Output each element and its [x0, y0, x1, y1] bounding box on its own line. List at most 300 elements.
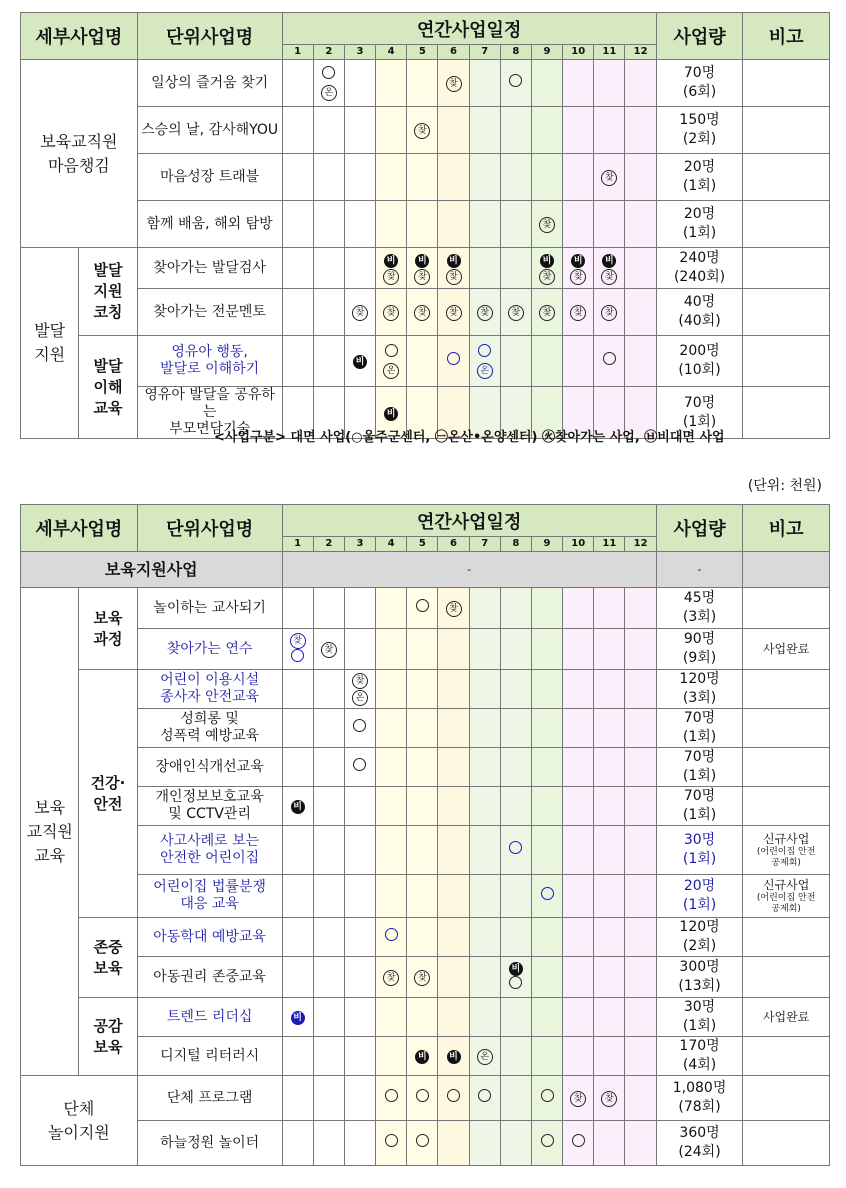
month-cell-4: [376, 1076, 407, 1121]
month-cell-5: [407, 826, 438, 875]
table-row: [21, 1037, 830, 1076]
face-to-face-onsan-icon: 온: [321, 85, 337, 101]
month-cell-10: [563, 826, 594, 875]
unit-project-name: 영유아 발달을 공유하는 부모면담기술: [137, 387, 282, 439]
month-cell-5: [407, 998, 438, 1037]
visiting-program-icon: 찾: [477, 305, 493, 321]
header-month-8: 8: [500, 45, 531, 60]
face-to-face-main-icon: [541, 887, 554, 900]
month-cell-1: [282, 709, 313, 748]
header-month-7: 7: [469, 537, 500, 552]
face-to-face-main-icon: [447, 352, 460, 365]
face-to-face-main-icon: [509, 841, 522, 854]
month-cell-12: [625, 60, 656, 107]
month-cell-1: [282, 875, 313, 918]
month-cell-3: [344, 957, 375, 998]
remarks-cell: [743, 1037, 830, 1076]
amount-cell: 1,080명 (78회): [656, 1076, 743, 1121]
month-cell-7: [469, 107, 500, 154]
month-cell-4: [376, 1037, 407, 1076]
detail-project-name: 발달 지원: [21, 248, 79, 439]
amount-cell: 70명 (1회): [656, 709, 743, 748]
month-cell-12: [625, 1037, 656, 1076]
remarks-cell: [743, 787, 830, 826]
table-row: [21, 1076, 830, 1121]
visiting-program-icon: 찾: [352, 305, 368, 321]
header-amount: 사업량: [656, 505, 743, 552]
month-cell-8: [500, 918, 531, 957]
month-cell-9: [531, 629, 562, 670]
month-cell-10: [563, 1076, 594, 1121]
face-to-face-main-icon: [353, 758, 366, 771]
month-cell-8: [500, 154, 531, 201]
month-cell-7: [469, 875, 500, 918]
month-cell-4: [376, 1121, 407, 1166]
month-cell-10: [563, 1121, 594, 1166]
header-month-2: 2: [313, 537, 344, 552]
month-cell-1: [282, 826, 313, 875]
month-cell-10: [563, 787, 594, 826]
month-cell-12: [625, 709, 656, 748]
visiting-program-icon: 찾: [290, 633, 306, 649]
non-face-to-face-icon: 비: [602, 254, 616, 268]
remarks-cell: 사업완료: [743, 629, 830, 670]
month-cell-8: [500, 107, 531, 154]
month-cell-12: [625, 289, 656, 336]
face-to-face-onsan-icon: 온: [477, 1049, 493, 1065]
amount-cell: 20명 (1회): [656, 875, 743, 918]
month-cell-1: [282, 670, 313, 709]
table-row: [21, 107, 830, 154]
amount-cell: 360명 (24회): [656, 1121, 743, 1166]
month-cell-3: [344, 1037, 375, 1076]
month-cell-10: [563, 588, 594, 629]
schedule-table-2: [20, 504, 830, 1166]
remarks-cell: [743, 336, 830, 387]
month-cell-1: [282, 154, 313, 201]
month-cell-12: [625, 748, 656, 787]
unit-project-name: 어린이집 법률분쟁 대응 교육: [137, 875, 282, 918]
table-row: [21, 998, 830, 1037]
schedule-table-1: [20, 12, 830, 439]
table-row: [21, 60, 830, 107]
sub-category-name: 보육 과정: [79, 588, 137, 670]
visiting-program-icon: 찾: [414, 269, 430, 285]
remarks-cell: [743, 107, 830, 154]
table-row: [21, 670, 830, 709]
month-cell-8: [500, 201, 531, 248]
header-annual-schedule: 연간사업일정: [282, 13, 656, 45]
month-cell-6: [438, 107, 469, 154]
face-to-face-onsan-icon: 온: [383, 363, 399, 379]
month-cell-6: [438, 957, 469, 998]
face-to-face-main-icon: [541, 1089, 554, 1102]
month-cell-3: [344, 826, 375, 875]
month-cell-11: [594, 154, 625, 201]
month-cell-10: [563, 998, 594, 1037]
month-cell-2: [313, 670, 344, 709]
visiting-program-icon: 찾: [601, 170, 617, 186]
amount-cell: 70명 (1회): [656, 787, 743, 826]
month-cell-3: [344, 154, 375, 201]
unit-project-name: 하늘정원 놀이터: [137, 1121, 282, 1166]
month-cell-10: [563, 918, 594, 957]
month-cell-12: [625, 918, 656, 957]
month-cell-10: [563, 248, 594, 289]
face-to-face-main-icon: [509, 976, 522, 989]
month-cell-11: [594, 918, 625, 957]
header-month-10: 10: [563, 45, 594, 60]
unit-project-name: 찾아가는 발달검사: [137, 248, 282, 289]
month-cell-11: [594, 60, 625, 107]
month-cell-6: [438, 1076, 469, 1121]
unit-project-name: 놀이하는 교사되기: [137, 588, 282, 629]
month-cell-11: [594, 787, 625, 826]
band-row: [21, 552, 830, 588]
month-cell-9: [531, 201, 562, 248]
month-cell-1: [282, 60, 313, 107]
amount-cell: 240명 (240회): [656, 248, 743, 289]
non-face-to-face-icon: 비: [415, 1050, 429, 1064]
month-cell-8: [500, 748, 531, 787]
unit-project-name: 함께 배움, 해외 탐방: [137, 201, 282, 248]
month-cell-6: [438, 1121, 469, 1166]
detail-project-name: 보육 교직원 교육: [21, 588, 79, 1076]
month-cell-11: [594, 957, 625, 998]
month-cell-3: [344, 1121, 375, 1166]
face-to-face-onsan-icon: 온: [477, 363, 493, 379]
face-to-face-main-icon: [322, 66, 335, 79]
visiting-program-icon: 찾: [414, 970, 430, 986]
month-cell-1: [282, 787, 313, 826]
month-cell-10: [563, 875, 594, 918]
face-to-face-main-icon: [478, 1089, 491, 1102]
header-month-11: 11: [594, 45, 625, 60]
month-cell-6: [438, 629, 469, 670]
month-cell-6: [438, 709, 469, 748]
table-row: [21, 336, 830, 387]
month-cell-10: [563, 1037, 594, 1076]
face-to-face-main-icon: [416, 599, 429, 612]
month-cell-5: [407, 748, 438, 787]
non-face-to-face-icon: 비: [384, 407, 398, 421]
table-row: [21, 748, 830, 787]
month-cell-2: [313, 998, 344, 1037]
header-month-12: 12: [625, 537, 656, 552]
header-month-4: 4: [376, 45, 407, 60]
month-cell-7: [469, 1037, 500, 1076]
month-cell-11: [594, 748, 625, 787]
month-cell-5: [407, 336, 438, 387]
month-cell-8: [500, 875, 531, 918]
month-cell-8: [500, 1076, 531, 1121]
month-cell-10: [563, 957, 594, 998]
table-row: [21, 154, 830, 201]
amount-cell: 150명 (2회): [656, 107, 743, 154]
month-cell-4: [376, 957, 407, 998]
detail-project-name: 단체 놀이지원: [21, 1076, 138, 1166]
unit-project-name: 성희롱 및 성폭력 예방교육: [137, 709, 282, 748]
face-to-face-main-icon: [291, 649, 304, 662]
month-cell-3: [344, 918, 375, 957]
month-cell-3: [344, 875, 375, 918]
month-cell-11: [594, 998, 625, 1037]
amount-cell: 90명 (9회): [656, 629, 743, 670]
header-annual-schedule: 연간사업일정: [282, 505, 656, 537]
month-cell-10: [563, 107, 594, 154]
month-cell-2: [313, 1121, 344, 1166]
face-to-face-main-icon: [447, 1089, 460, 1102]
month-cell-9: [531, 998, 562, 1037]
visiting-program-icon: 찾: [601, 305, 617, 321]
remarks-cell: [743, 957, 830, 998]
legend: <사업구분> 대면 사업(○울주군센터, ㊀온산•온양센터) ㊋찾아가는 사업, ㉥비대면 사업: [214, 430, 725, 445]
remarks-cell: [743, 588, 830, 629]
month-cell-11: [594, 201, 625, 248]
month-cell-2: [313, 588, 344, 629]
band-schedule: -: [282, 552, 656, 588]
face-to-face-main-icon: [385, 344, 398, 357]
unit-project-name: 일상의 즐거움 찾기: [137, 60, 282, 107]
month-cell-7: [469, 787, 500, 826]
header-month-8: 8: [500, 537, 531, 552]
face-to-face-main-icon: [572, 1134, 585, 1147]
header-remarks: 비고: [743, 505, 830, 552]
month-cell-10: [563, 289, 594, 336]
remarks-cell: 신규사업 (어린이집 안전 공제회): [743, 875, 830, 918]
month-cell-4: [376, 918, 407, 957]
month-cell-11: [594, 248, 625, 289]
remarks-cell: 신규사업 (어린이집 안전 공제회): [743, 826, 830, 875]
month-cell-2: [313, 154, 344, 201]
detail-project-name: 보육교직원 마음챙김: [21, 60, 138, 248]
month-cell-2: [313, 107, 344, 154]
month-cell-11: [594, 588, 625, 629]
unit-project-name: 장애인식개선교육: [137, 748, 282, 787]
month-cell-4: [376, 826, 407, 875]
month-cell-8: [500, 787, 531, 826]
month-cell-10: [563, 60, 594, 107]
month-cell-6: [438, 248, 469, 289]
face-to-face-main-icon: [385, 1134, 398, 1147]
header-month-3: 3: [344, 537, 375, 552]
month-cell-5: [407, 629, 438, 670]
remarks-cell: [743, 201, 830, 248]
month-cell-8: [500, 289, 531, 336]
month-cell-5: [407, 1121, 438, 1166]
face-to-face-main-icon: [541, 1134, 554, 1147]
month-cell-12: [625, 154, 656, 201]
month-cell-2: [313, 787, 344, 826]
month-cell-9: [531, 787, 562, 826]
unit-note: (단위: 천원): [747, 478, 822, 494]
month-cell-2: [313, 918, 344, 957]
month-cell-1: [282, 998, 313, 1037]
month-cell-9: [531, 289, 562, 336]
month-cell-7: [469, 670, 500, 709]
month-cell-5: [407, 957, 438, 998]
month-cell-9: [531, 918, 562, 957]
visiting-program-icon: 찾: [352, 673, 368, 689]
remarks-cell: [743, 289, 830, 336]
header-month-10: 10: [563, 537, 594, 552]
month-cell-2: [313, 748, 344, 787]
visiting-program-icon: 찾: [383, 970, 399, 986]
non-face-to-face-icon: 비: [415, 254, 429, 268]
month-cell-7: [469, 201, 500, 248]
month-cell-12: [625, 336, 656, 387]
header-unit-project: 단위사업명: [137, 505, 282, 552]
month-cell-7: [469, 588, 500, 629]
unit-project-name: 어린이 이용시설 종사자 안전교육: [137, 670, 282, 709]
month-cell-4: [376, 201, 407, 248]
remarks-cell: [743, 670, 830, 709]
month-cell-12: [625, 248, 656, 289]
month-cell-12: [625, 787, 656, 826]
month-cell-5: [407, 201, 438, 248]
visiting-program-icon: 찾: [446, 269, 462, 285]
month-cell-5: [407, 248, 438, 289]
month-cell-3: [344, 248, 375, 289]
month-cell-7: [469, 957, 500, 998]
band-remarks: [743, 552, 830, 588]
month-cell-12: [625, 201, 656, 248]
table-row: [21, 201, 830, 248]
month-cell-7: [469, 1121, 500, 1166]
remarks-cell: [743, 1121, 830, 1166]
month-cell-9: [531, 709, 562, 748]
amount-cell: 20명 (1회): [656, 154, 743, 201]
month-cell-6: [438, 201, 469, 248]
header-month-5: 5: [407, 45, 438, 60]
month-cell-4: [376, 154, 407, 201]
month-cell-10: [563, 748, 594, 787]
month-cell-3: [344, 998, 375, 1037]
month-cell-3: [344, 588, 375, 629]
unit-project-name: 트렌드 리더십: [137, 998, 282, 1037]
month-cell-7: [469, 748, 500, 787]
month-cell-1: [282, 588, 313, 629]
month-cell-6: [438, 60, 469, 107]
header-month-2: 2: [313, 45, 344, 60]
month-cell-7: [469, 709, 500, 748]
remarks-cell: [743, 748, 830, 787]
remarks-cell: [743, 1076, 830, 1121]
month-cell-4: [376, 709, 407, 748]
month-cell-7: [469, 998, 500, 1037]
month-cell-9: [531, 154, 562, 201]
month-cell-11: [594, 289, 625, 336]
amount-cell: 120명 (3회): [656, 670, 743, 709]
header-remarks: 비고: [743, 13, 830, 60]
month-cell-6: [438, 336, 469, 387]
month-cell-2: [313, 289, 344, 336]
unit-project-name: 아동학대 예방교육: [137, 918, 282, 957]
visiting-program-icon: 찾: [321, 642, 337, 658]
non-face-to-face-icon: 비: [540, 254, 554, 268]
month-cell-4: [376, 248, 407, 289]
table-row: [21, 629, 830, 670]
visiting-program-icon: 찾: [508, 305, 524, 321]
month-cell-11: [594, 336, 625, 387]
month-cell-2: [313, 629, 344, 670]
month-cell-8: [500, 1121, 531, 1166]
month-cell-4: [376, 787, 407, 826]
header-month-6: 6: [438, 537, 469, 552]
month-cell-8: [500, 336, 531, 387]
unit-project-name: 영유아 행동, 발달로 이해하기: [137, 336, 282, 387]
visiting-program-icon: 찾: [539, 269, 555, 285]
header-amount: 사업량: [656, 13, 743, 60]
face-to-face-main-icon: [385, 1089, 398, 1102]
amount-cell: 40명 (40회): [656, 289, 743, 336]
month-cell-5: [407, 1076, 438, 1121]
visiting-program-icon: 찾: [446, 601, 462, 617]
remarks-cell: [743, 709, 830, 748]
header-detail-project: 세부사업명: [21, 13, 138, 60]
header-month-7: 7: [469, 45, 500, 60]
table-row: [21, 1121, 830, 1166]
month-cell-4: [376, 875, 407, 918]
month-cell-8: [500, 60, 531, 107]
month-cell-9: [531, 60, 562, 107]
month-cell-7: [469, 826, 500, 875]
sub-category-name: 존중 보육: [79, 918, 137, 998]
month-cell-9: [531, 748, 562, 787]
month-cell-3: [344, 670, 375, 709]
remarks-cell: [743, 248, 830, 289]
month-cell-9: [531, 1121, 562, 1166]
face-to-face-main-icon: [478, 344, 491, 357]
table-row: [21, 588, 830, 629]
band-label: 보육지원사업: [21, 552, 283, 588]
month-cell-12: [625, 826, 656, 875]
month-cell-4: [376, 629, 407, 670]
amount-cell: 45명 (3회): [656, 588, 743, 629]
month-cell-1: [282, 1121, 313, 1166]
month-cell-4: [376, 336, 407, 387]
table-row: [21, 787, 830, 826]
month-cell-12: [625, 670, 656, 709]
visiting-program-icon: 찾: [601, 269, 617, 285]
month-cell-8: [500, 588, 531, 629]
month-cell-5: [407, 154, 438, 201]
visiting-program-icon: 찾: [446, 76, 462, 92]
month-cell-9: [531, 336, 562, 387]
month-cell-7: [469, 629, 500, 670]
face-to-face-main-icon: [385, 928, 398, 941]
header-detail-project: 세부사업명: [21, 505, 138, 552]
month-cell-4: [376, 748, 407, 787]
month-cell-6: [438, 787, 469, 826]
non-face-to-face-icon: 비: [353, 355, 367, 369]
month-cell-8: [500, 957, 531, 998]
month-cell-9: [531, 1037, 562, 1076]
month-cell-9: [531, 875, 562, 918]
sub-category-name: 발달 이해 교육: [79, 336, 137, 439]
month-cell-6: [438, 998, 469, 1037]
month-cell-7: [469, 248, 500, 289]
month-cell-12: [625, 998, 656, 1037]
sub-category-name: 공감 보육: [79, 998, 137, 1076]
month-cell-11: [594, 709, 625, 748]
month-cell-6: [438, 670, 469, 709]
month-cell-5: [407, 588, 438, 629]
header-month-5: 5: [407, 537, 438, 552]
month-cell-11: [594, 629, 625, 670]
amount-cell: 300명 (13회): [656, 957, 743, 998]
month-cell-4: [376, 670, 407, 709]
